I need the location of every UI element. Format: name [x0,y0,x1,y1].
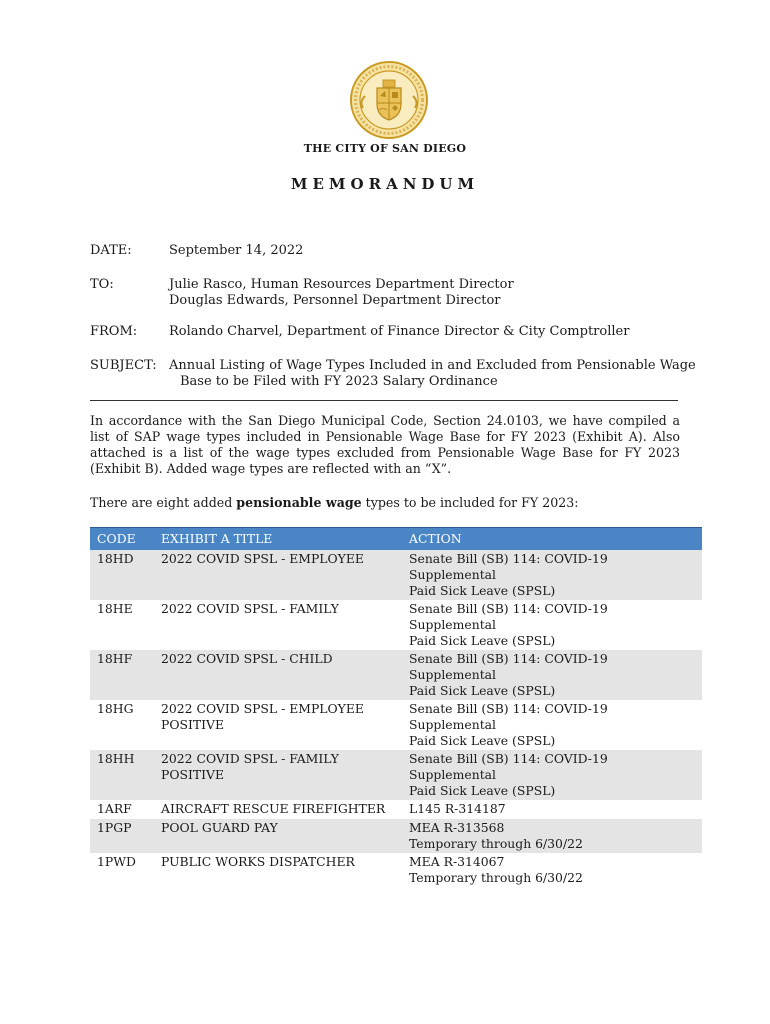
cell-title-line: 2022 COVID SPSL - FAMILY [161,751,339,766]
cell-title-line: AIRCRAFT RESCUE FIREFIGHTER [161,801,386,816]
cell-action-line: Temporary through 6/30/22 [409,836,583,851]
to-value [169,277,689,309]
table-row [90,550,702,600]
summary-paragraph [90,495,680,511]
cell-title-line: 2022 COVID SPSL - EMPLOYEE [161,701,364,716]
cell-action [402,650,702,700]
to-recipient-2: Douglas Edwards, Personnel Department Director [169,293,501,308]
header-action: ACTION [402,528,702,551]
cell-action [402,819,702,853]
cell-title [154,800,402,819]
cell-code: 18HH [90,750,154,800]
cell-action-line: MEA R-313568 [409,820,505,835]
table-row [90,750,702,800]
summary-text-start: There are eight added [90,495,237,510]
cell-code: 1PWD [97,854,136,869]
cell-title [154,853,402,887]
table-row [90,800,702,819]
cell-action [402,700,702,750]
cell-code: 18HD [90,550,154,600]
cell-title-line: POSITIVE [161,717,225,732]
summary-text-end: types to be included for FY 2023: [361,495,579,510]
table-row [90,819,702,853]
to-label: TO: [90,277,114,292]
city-name: THE CITY OF SAN DIEGO [303,142,467,155]
summary-bold-text: pensionable wage [236,495,362,510]
cell-action-line: Senate Bill (SB) 114: COVID-19 Supplemental [409,551,608,582]
cell-title [154,750,402,800]
cell-action-line: Paid Sick Leave (SPSL) [409,733,556,748]
subject-label: SUBJECT: [90,358,157,373]
date-label: DATE: [90,243,132,258]
to-recipient-1: Julie Rasco, Human Resources Department Director [169,277,514,292]
cell-title-line: 2022 COVID SPSL - EMPLOYEE [161,551,364,566]
subject-line-1: Annual Listing of Wage Types Included in and Excluded from Pensionable Wage [169,358,696,373]
cell-title [154,650,402,700]
city-seal-icon [349,60,429,140]
cell-action-line: Paid Sick Leave (SPSL) [409,583,556,598]
cell-title [154,819,402,853]
cell-title-line: 2022 COVID SPSL - FAMILY [161,601,339,616]
header-divider [90,400,678,401]
header-code: CODE [90,528,154,551]
table-row [90,700,702,750]
subject-line-2: Base to be Filed with FY 2023 Salary Ordinance [180,374,498,389]
cell-action-line: Paid Sick Leave (SPSL) [409,683,556,698]
cell-title-line: PUBLIC WORKS DISPATCHER [161,854,355,869]
table-row [90,600,702,650]
cell-code: 18HE [97,601,133,616]
wage-types-table [90,527,702,887]
cell-title-line: POOL GUARD PAY [161,820,278,835]
date-value: September 14, 2022 [169,243,304,258]
cell-action-line: Temporary through 6/30/22 [409,870,583,885]
document-title: MEMORANDUM [290,175,480,193]
table-body [90,550,702,887]
cell-action [402,853,702,887]
cell-action-line: Senate Bill (SB) 114: COVID-19 Supplemental [409,751,608,782]
cell-code: 18HG [97,701,134,716]
cell-action-line: Senate Bill (SB) 114: COVID-19 Supplemental [409,701,608,732]
subject-value [169,358,696,390]
table-row [90,650,702,700]
cell-code: 1ARF [97,801,132,816]
cell-title-line: POSITIVE [161,767,225,782]
table-row [90,853,702,887]
cell-action [402,550,702,600]
table-header-row [90,528,702,551]
cell-action-line: Senate Bill (SB) 114: COVID-19 Supplemental [409,601,608,632]
cell-title [154,700,402,750]
cell-action-line: MEA R-314067 [409,854,505,869]
cell-action-line: Senate Bill (SB) 114: COVID-19 Supplemental [409,651,608,682]
cell-title-line: 2022 COVID SPSL - CHILD [161,651,333,666]
cell-action-line: Paid Sick Leave (SPSL) [409,633,556,648]
cell-action [402,750,702,800]
cell-code: 18HF [90,650,154,700]
cell-code: 1PGP [90,819,154,853]
intro-paragraph: In accordance with the San Diego Municipal Code, Section 24.0103, we have compiled a list of SAP wage types included in Pensionable Wage Base for FY 2023 (Exhibit A). Also attached is a list of the wage types excluded from Pensionable Wage Base for FY 2023 (Exhibit B). Added wage types are reflected with an “X”. [90,413,680,476]
from-label: FROM: [90,324,138,339]
cell-title [154,550,402,600]
cell-action [402,600,702,650]
cell-title [154,600,402,650]
from-value: Rolando Charvel, Department of Finance Director & City Comptroller [169,324,630,339]
header-title: EXHIBIT A TITLE [154,528,402,551]
cell-action-line: Paid Sick Leave (SPSL) [409,783,556,798]
cell-action-line: L145 R-314187 [409,801,506,816]
cell-action [402,800,702,819]
